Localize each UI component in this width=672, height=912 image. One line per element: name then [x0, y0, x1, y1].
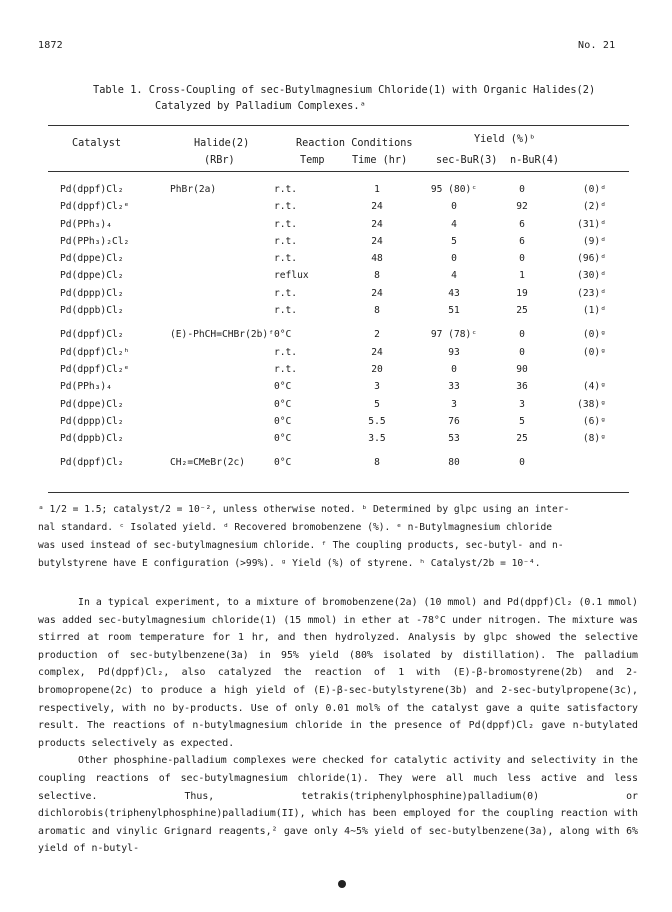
- cell-sec: 53: [448, 433, 460, 445]
- cell-temp: 0°C: [273, 381, 292, 393]
- cell-temp: r.t.: [273, 253, 298, 265]
- cell-catalyst: Pd(dppf)Cl₂ʰ: [60, 346, 130, 358]
- table-row: [60, 198, 606, 215]
- cell-n: 6: [519, 218, 525, 230]
- cell-sec: 80: [448, 457, 460, 469]
- cell-extra: (31)ᵈ: [577, 218, 606, 230]
- table-bottom-rule: [48, 492, 629, 493]
- cell-temp: r.t.: [273, 346, 298, 358]
- cell-temp: r.t.: [273, 184, 298, 195]
- cell-temp: r.t.: [273, 218, 298, 230]
- cell-n: 0: [519, 253, 525, 265]
- table-row: [60, 285, 606, 302]
- table-row: [60, 326, 606, 343]
- cell-time: 3.5: [368, 433, 386, 445]
- page-number-left: 1872: [38, 40, 63, 51]
- cell-temp: r.t.: [273, 287, 298, 299]
- cell-n: 36: [516, 381, 528, 393]
- cell-n: 92: [516, 201, 528, 213]
- cell-time: 48: [371, 253, 383, 265]
- cell-sec: 3: [451, 398, 457, 410]
- cell-time: 8: [374, 270, 380, 282]
- cell-extra: [548, 361, 606, 378]
- cell-halide: [170, 344, 274, 361]
- cell-halide: [170, 430, 274, 447]
- cell-n: 25: [516, 433, 528, 445]
- cell-extra: [548, 454, 606, 471]
- cell-catalyst: Pd(dppf)Cl₂: [60, 329, 124, 341]
- cell-halide: CH₂=CMeBr(2c): [170, 457, 246, 469]
- cell-halide: [170, 378, 274, 395]
- header-catalyst: Catalyst: [72, 138, 122, 149]
- cell-halide: [170, 413, 274, 430]
- cell-extra: (96)ᵈ: [577, 253, 606, 265]
- cell-catalyst: Pd(dppf)Cl₂: [60, 457, 124, 469]
- cell-sec: 76: [448, 415, 460, 427]
- cell-time: 24: [371, 287, 383, 299]
- cell-temp: 0°C: [273, 457, 292, 469]
- cell-sec: 4: [451, 218, 457, 230]
- table-row: [60, 181, 606, 198]
- cell-time: 20: [371, 363, 383, 375]
- cell-time: 24: [371, 218, 383, 230]
- cell-time: 5.5: [368, 415, 386, 427]
- cell-sec: 0: [451, 253, 457, 265]
- cell-halide: [170, 233, 274, 250]
- header-sec-bur: sec-BuR(3): [436, 155, 498, 166]
- cell-extra: (38)ᵍ: [577, 398, 606, 410]
- cell-time: 24: [371, 235, 383, 247]
- header-reaction-conditions: Reaction Conditions: [296, 138, 413, 149]
- page-number-right: No. 21: [578, 40, 616, 51]
- header-yield: Yield (%)ᵇ: [474, 134, 536, 145]
- cell-time: 1: [374, 184, 380, 195]
- cell-sec: 0: [451, 363, 457, 375]
- cell-catalyst: Pd(dppp)Cl₂: [60, 287, 124, 299]
- cell-halide: [170, 267, 274, 284]
- table-row: [60, 302, 606, 319]
- paragraph: Other phosphine-palladium complexes were checked for catalytic activity and selectivity in the coupling reactions of sec-butylmagnesium chloride(1). They were all much less active and less selective. Thus, tetrakis(triphenylphosphine)palladium(0) or dichlorobis(triphenylphosphine)palladium(II), which has been employed for the coupling reaction with aromatic and vinylic Grignard reagents,² gave only 4∼5% yield of sec-butylbenzene(3a), along with 6% yield of n-butyl-: [38, 755, 638, 855]
- cell-temp: r.t.: [273, 305, 298, 317]
- cell-time: 8: [374, 305, 380, 317]
- header-n-bur: n-BuR(4): [510, 155, 560, 166]
- cell-catalyst: Pd(dppb)Cl₂: [60, 433, 124, 445]
- cell-sec: 4: [451, 270, 457, 282]
- body-text: [38, 594, 638, 858]
- cell-catalyst: Pd(dppe)Cl₂: [60, 270, 124, 282]
- row-group-gap: [60, 319, 606, 326]
- table-row: [60, 267, 606, 284]
- table-row: [60, 413, 606, 430]
- cell-catalyst: Pd(dppf)Cl₂ᵉ: [60, 201, 130, 213]
- table-row: [60, 454, 606, 471]
- cell-temp: r.t.: [273, 201, 298, 213]
- cell-sec: 43: [448, 287, 460, 299]
- cell-sec: 0: [451, 201, 457, 213]
- table-top-rule: [48, 125, 629, 126]
- table-header-rule: [48, 171, 629, 172]
- cell-extra: (0)ᵈ: [582, 184, 606, 195]
- header-time: Time (hr): [352, 155, 408, 166]
- cell-n: 3: [519, 398, 525, 410]
- cell-extra: (23)ᵈ: [577, 287, 606, 299]
- table-caption-line1: Table 1. Cross-Coupling of sec-Butylmagnesium Chloride(1) with Organic Halides(2): [93, 84, 596, 96]
- cell-n: 90: [516, 363, 528, 375]
- cell-temp: 0°C: [273, 433, 292, 445]
- cell-catalyst: Pd(PPh₃)₄: [60, 381, 112, 393]
- cell-n: 25: [516, 305, 528, 317]
- cell-catalyst: Pd(PPh₃)₄: [60, 218, 112, 230]
- table-row: [60, 216, 606, 233]
- header-halide-sub: (RBr): [204, 155, 235, 166]
- cell-extra: (6)ᵍ: [582, 415, 606, 427]
- cell-catalyst: Pd(dppe)Cl₂: [60, 253, 124, 265]
- cell-n: 5: [519, 415, 525, 427]
- cell-sec: 33: [448, 381, 460, 393]
- cell-n: 0: [519, 346, 525, 358]
- cell-extra: (4)ᵍ: [582, 381, 606, 393]
- cell-catalyst: Pd(dppb)Cl₂: [60, 305, 124, 317]
- cell-halide: (E)-PhCH=CHBr(2b)ᶠ: [170, 329, 274, 341]
- cell-n: 19: [516, 287, 528, 299]
- table-row: [60, 361, 606, 378]
- table-row: [60, 344, 606, 361]
- cell-temp: r.t.: [273, 363, 298, 375]
- cell-halide: [170, 396, 274, 413]
- table-row: [60, 430, 606, 447]
- cell-catalyst: Pd(dppf)Cl₂: [60, 184, 124, 195]
- cell-n: 0: [519, 329, 525, 341]
- cell-halide: [170, 216, 274, 233]
- cell-extra: (2)ᵈ: [582, 201, 606, 213]
- cell-sec: 95 (80)ᶜ: [430, 184, 478, 195]
- paragraph: In a typical experiment, to a mixture of bromobenzene(2a) (10 mmol) and Pd(dppf)Cl₂ (0.1 mmol) was added sec-butylmagnesium chloride(1) (15 mmol) in ether at -78°C under nitrogen. The mixture was stirred at room temperature for 1 hr, and then hydrolyzed. Analysis by glpc showed the selective production of sec-butylbenzene(3a) in 95% yield (80% isolated by distillation). The palladium complex, Pd(dppf)Cl₂, also catalyzed the reaction of 1 with (E)-β-bromostyrene(2b) and 2-bromopropene(2c) to produce a high yield of (E)-β-sec-butylstyrene(3b) and 2-sec-butylpropene(3c), respectively, with no by-products. Use of only 0.01 mol% of the catalyst gave a quite satisfactory result. The reactions of n-butylmagnesium chloride in the presence of Pd(dppf)Cl₂ gave n-butylated products selectively as expected.: [38, 597, 638, 749]
- footnote-line: nal standard. ᶜ Isolated yield. ᵈ Recovered bromobenzene (%). ᵉ n-Butylmagnesium chloride: [38, 522, 553, 533]
- cell-time: 2: [374, 329, 380, 341]
- cell-temp: 0°C: [273, 415, 292, 427]
- cell-temp: 0°C: [273, 398, 292, 410]
- cell-catalyst: Pd(dppe)Cl₂: [60, 398, 124, 410]
- cell-halide: [170, 302, 274, 319]
- cell-temp: reflux: [273, 270, 309, 282]
- header-halide: Halide(2): [194, 138, 250, 149]
- cell-n: 0: [519, 184, 525, 195]
- footnote-line: butylstyrene have E configuration (>99%). ᵍ Yield (%) of styrene. ʰ Catalyst/2b = 10⁻⁴.: [38, 558, 541, 569]
- cell-halide: [170, 285, 274, 302]
- page-mark-dot: [338, 880, 346, 888]
- cell-extra: (30)ᵈ: [577, 270, 606, 282]
- cell-catalyst: Pd(PPh₃)₂Cl₂: [60, 235, 130, 247]
- cell-time: 3: [374, 381, 380, 393]
- cell-extra: (9)ᵈ: [582, 235, 606, 247]
- table-row: [60, 396, 606, 413]
- cell-time: 24: [371, 346, 383, 358]
- cell-extra: (0)ᵍ: [582, 329, 606, 341]
- cell-temp: 0°C: [273, 329, 292, 341]
- cell-extra: (1)ᵈ: [582, 305, 606, 317]
- table-row: [60, 378, 606, 395]
- cell-sec: 97 (78)ᶜ: [430, 329, 478, 341]
- cell-halide: [170, 361, 274, 378]
- cell-halide: [170, 250, 274, 267]
- cell-sec: 5: [451, 235, 457, 247]
- cell-n: 0: [519, 457, 525, 469]
- table-row: [60, 233, 606, 250]
- cell-time: 24: [371, 201, 383, 213]
- row-group-gap: [60, 447, 606, 454]
- header-temp: Temp: [300, 155, 325, 166]
- cell-catalyst: Pd(dppf)Cl₂ᵉ: [60, 363, 130, 375]
- cell-temp: r.t.: [273, 235, 298, 247]
- cell-halide: [170, 198, 274, 215]
- cell-time: 8: [374, 457, 380, 469]
- cell-catalyst: Pd(dppp)Cl₂: [60, 415, 124, 427]
- footnote-line: ᵃ 1/2 = 1.5; catalyst/2 = 10⁻², unless otherwise noted. ᵇ Determined by glpc using an inter-: [38, 504, 570, 515]
- results-table: [60, 181, 606, 472]
- cell-halide: PhBr(2a): [170, 184, 217, 195]
- cell-extra: (8)ᵍ: [582, 433, 606, 445]
- cell-time: 5: [374, 398, 380, 410]
- table-row: [60, 250, 606, 267]
- cell-sec: 51: [448, 305, 460, 317]
- table-caption-line2: Catalyzed by Palladium Complexes.ᵃ: [155, 100, 366, 112]
- cell-n: 1: [519, 270, 525, 282]
- cell-sec: 93: [448, 346, 460, 358]
- footnote-line: was used instead of sec-butylmagnesium chloride. ᶠ The coupling products, sec-butyl- and n-: [38, 540, 564, 551]
- cell-extra: (0)ᵍ: [582, 346, 606, 358]
- cell-n: 6: [519, 235, 525, 247]
